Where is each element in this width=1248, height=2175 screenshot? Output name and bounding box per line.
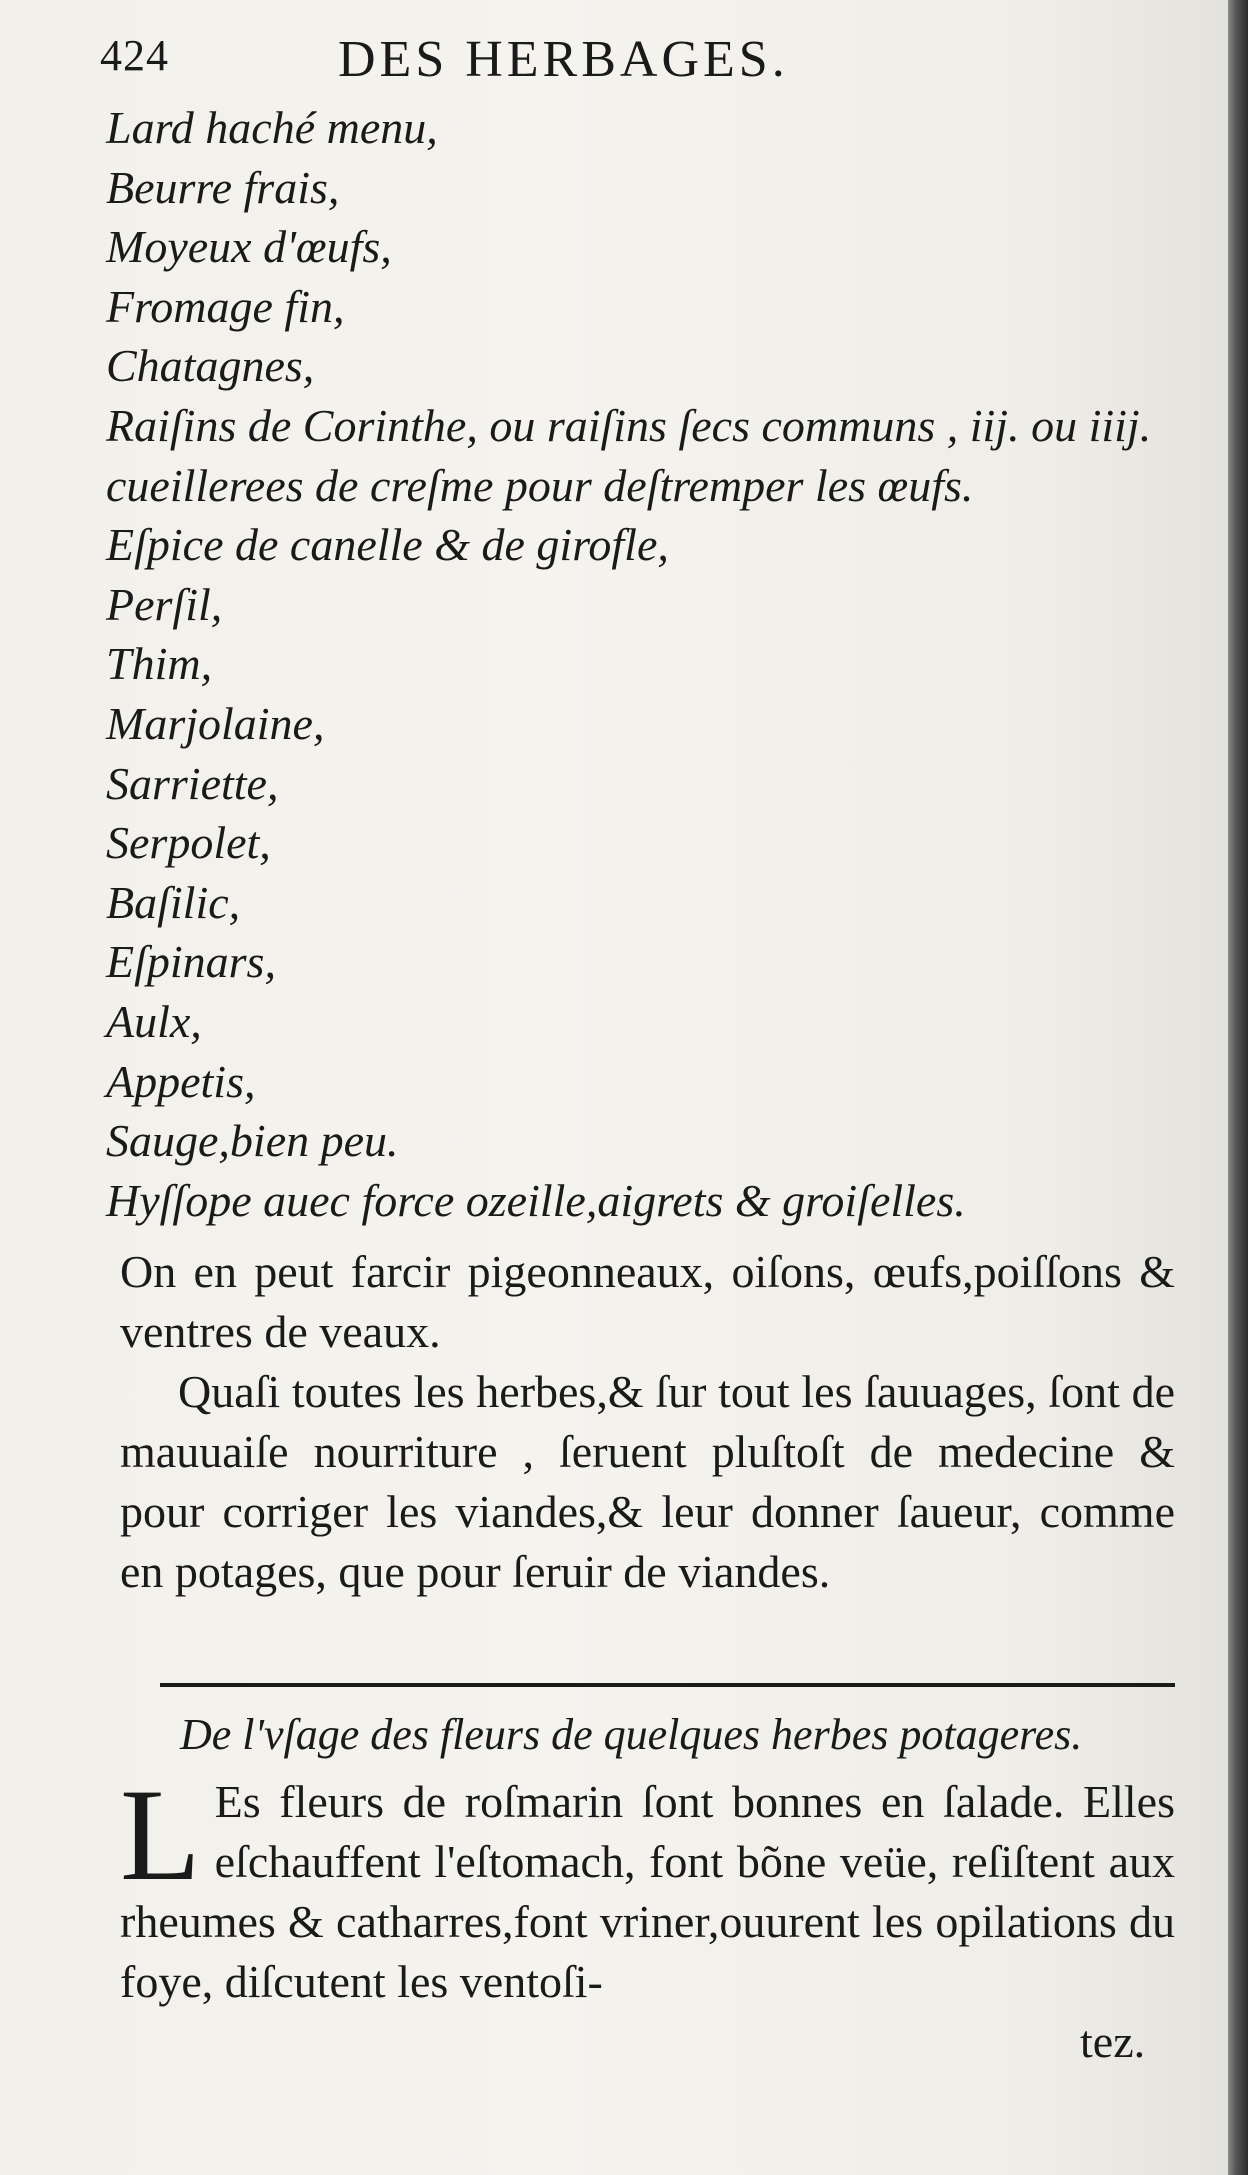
list-item: Baſilic, xyxy=(106,876,241,928)
running-head xyxy=(100,30,1180,100)
list-item: Appetis, xyxy=(106,1055,256,1107)
page-number: 424 xyxy=(100,31,169,80)
paragraph-flowers-text: Es fleurs de roſmarin ſont bonnes en ſalade. Elles eſchauffent l'eſtomach, font bõne veüe, reſiſtent aux rheumes & catharres,font vriner,ouurent les opilations du foye, diſcutent les ventoſi- xyxy=(120,1776,1175,2007)
list-item: Eſpice de canelle & de girofle, xyxy=(106,519,669,571)
list-item: Thim, xyxy=(106,638,213,690)
list-item: Fromage fin, xyxy=(106,280,345,332)
ingredient-list xyxy=(106,98,1186,1230)
list-item: Chatagnes, xyxy=(106,340,315,392)
paragraph-flowers-end: tez. xyxy=(1080,2016,1146,2067)
list-item: Moyeux d'œufs, xyxy=(106,221,392,273)
paragraph-flowers xyxy=(120,1761,1175,2012)
drop-cap: L xyxy=(120,1761,201,1908)
list-item: Beurre frais, xyxy=(106,161,340,213)
section-divider xyxy=(160,1683,1175,1687)
list-item: Eſpinars, xyxy=(106,936,276,988)
list-item: Marjolaine, xyxy=(106,697,325,749)
list-item: Perſil, xyxy=(106,578,223,630)
list-item: Raiſins de Corinthe, ou raiſins ſecs communs , iij. ou iiij. xyxy=(106,399,1152,451)
running-title: DES HERBAGES. xyxy=(338,31,789,88)
list-item: cueillerees de creſme pour deſtremper les œufs. xyxy=(106,459,974,511)
section-heading: De l'vſage des fleurs de quelques herbes potageres. xyxy=(180,1710,1083,1759)
list-item: Aulx, xyxy=(106,995,202,1047)
list-item: Hyſſope auec force ozeille,aigrets & groiſelles. xyxy=(106,1174,966,1226)
page-edge-shadow xyxy=(1228,0,1248,2175)
paragraph-stuffing: On en peut farcir pigeonneaux, oiſons, œufs,poiſſons & ventres de veaux. xyxy=(120,1246,1175,1357)
paragraph-herbs: Quaſi toutes les herbes,& ſur tout les ſauuages, ſont de mauuaiſe nourriture , ſeruent pluſtoſt de medecine & pour corriger les viandes,& leur donner ſaueur, comme en potages, que pour ſeruir de viandes. xyxy=(120,1366,1175,1597)
list-item: Lard haché menu, xyxy=(106,102,438,153)
list-item: Sauge,bien peu. xyxy=(106,1115,399,1167)
list-item: Sarriette, xyxy=(106,757,279,809)
list-item: Serpolet, xyxy=(106,817,271,869)
